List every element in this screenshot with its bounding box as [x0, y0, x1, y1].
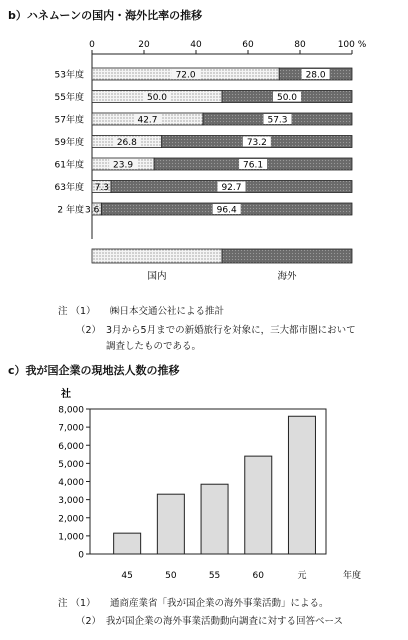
- x-tick-label: 40: [190, 40, 202, 50]
- bar: [288, 416, 315, 554]
- category-label: 57年度: [54, 115, 84, 126]
- data-label-overseas: 76.1: [243, 160, 264, 171]
- y-tick-label: 2,000: [58, 514, 84, 525]
- data-label-overseas: 57.3: [267, 115, 288, 126]
- chart-b-title: b）ハネムーンの国内・海外比率の推移: [8, 9, 203, 22]
- chart-c-bar: [0, 380, 408, 590]
- x-tick-label: 50: [165, 571, 177, 581]
- x-tick-label: 元: [297, 571, 307, 581]
- data-label-domestic: 3.6: [85, 205, 100, 216]
- legend-label-overseas: 海外: [277, 271, 297, 282]
- note-c-1-num: 注 （1）: [58, 598, 96, 609]
- note-b-2-text: 3月から5月までの新婚旅行を対象に，三大都市圏において: [106, 325, 356, 336]
- x-tick-label: 20: [138, 40, 150, 50]
- y-tick-label: 1,000: [58, 532, 84, 543]
- y-tick-label: 6,000: [58, 441, 84, 452]
- data-label-domestic: 72.0: [175, 70, 196, 81]
- y-tick-label: 0: [78, 550, 84, 561]
- data-label-domestic: 50.0: [146, 93, 168, 103]
- category-label: 53年度: [54, 70, 84, 81]
- category-label: 2 年度: [57, 205, 84, 216]
- x-tick-label: 60: [252, 571, 264, 581]
- y-tick-label: 5,000: [58, 459, 84, 470]
- y-axis-unit: 社: [61, 389, 71, 400]
- data-label-overseas: 73.2: [246, 138, 267, 148]
- category-label: 61年度: [54, 160, 84, 171]
- bar: [114, 533, 141, 554]
- data-label-domestic: 23.9: [113, 160, 134, 171]
- note-c-2-num: （2）: [76, 616, 102, 627]
- bar: [157, 494, 184, 554]
- chart-b-stacked-bar: [0, 24, 408, 314]
- data-label-overseas: 28.0: [305, 70, 326, 81]
- data-label-domestic: 26.8: [116, 138, 137, 148]
- bar: [201, 484, 228, 554]
- note-b-3-text: 調査したものである。: [106, 341, 202, 352]
- x-tick-label: 60: [242, 40, 254, 50]
- data-label-domestic: 42.7: [137, 115, 158, 126]
- note-b-2-num: （2）: [76, 325, 102, 336]
- x-axis-label: 年度: [342, 571, 362, 581]
- note-b-1-num: 注 （1）: [58, 306, 96, 317]
- data-label-overseas: 50.0: [276, 93, 298, 103]
- x-tick-label: 45: [121, 571, 133, 581]
- legend-label-domestic: 国内: [147, 271, 167, 282]
- x-tick-label: 100 %: [337, 40, 367, 50]
- x-tick-label: 55: [208, 571, 221, 581]
- legend-swatch-domestic: [92, 249, 222, 263]
- note-c-2-text: 我が国企業の海外事業活動動向調査に対する回答ベース: [106, 616, 344, 627]
- category-label: 59年度: [54, 138, 84, 148]
- note-b-1-text: ㈱日本交通公社による推計: [110, 306, 225, 317]
- y-tick-label: 4,000: [58, 478, 84, 488]
- legend-swatch-overseas: [222, 249, 352, 263]
- data-label-domestic: 7.3: [94, 183, 109, 193]
- note-c-1-text: 通商産業省「我が国企業の海外事業活動」による。: [110, 598, 329, 609]
- x-tick-label: 0: [89, 40, 95, 50]
- category-label: 63年度: [54, 183, 84, 193]
- category-label: 55年度: [54, 93, 84, 103]
- y-tick-label: 3,000: [58, 496, 84, 507]
- y-tick-label: 7,000: [58, 423, 84, 434]
- data-label-overseas: 92.7: [221, 183, 242, 193]
- y-tick-label: 8,000: [58, 405, 84, 416]
- bar: [245, 456, 272, 554]
- chart-c-title: c）我が国企業の現地法人数の推移: [8, 364, 180, 377]
- x-tick-label: 80: [294, 40, 306, 50]
- data-label-overseas: 96.4: [216, 205, 237, 216]
